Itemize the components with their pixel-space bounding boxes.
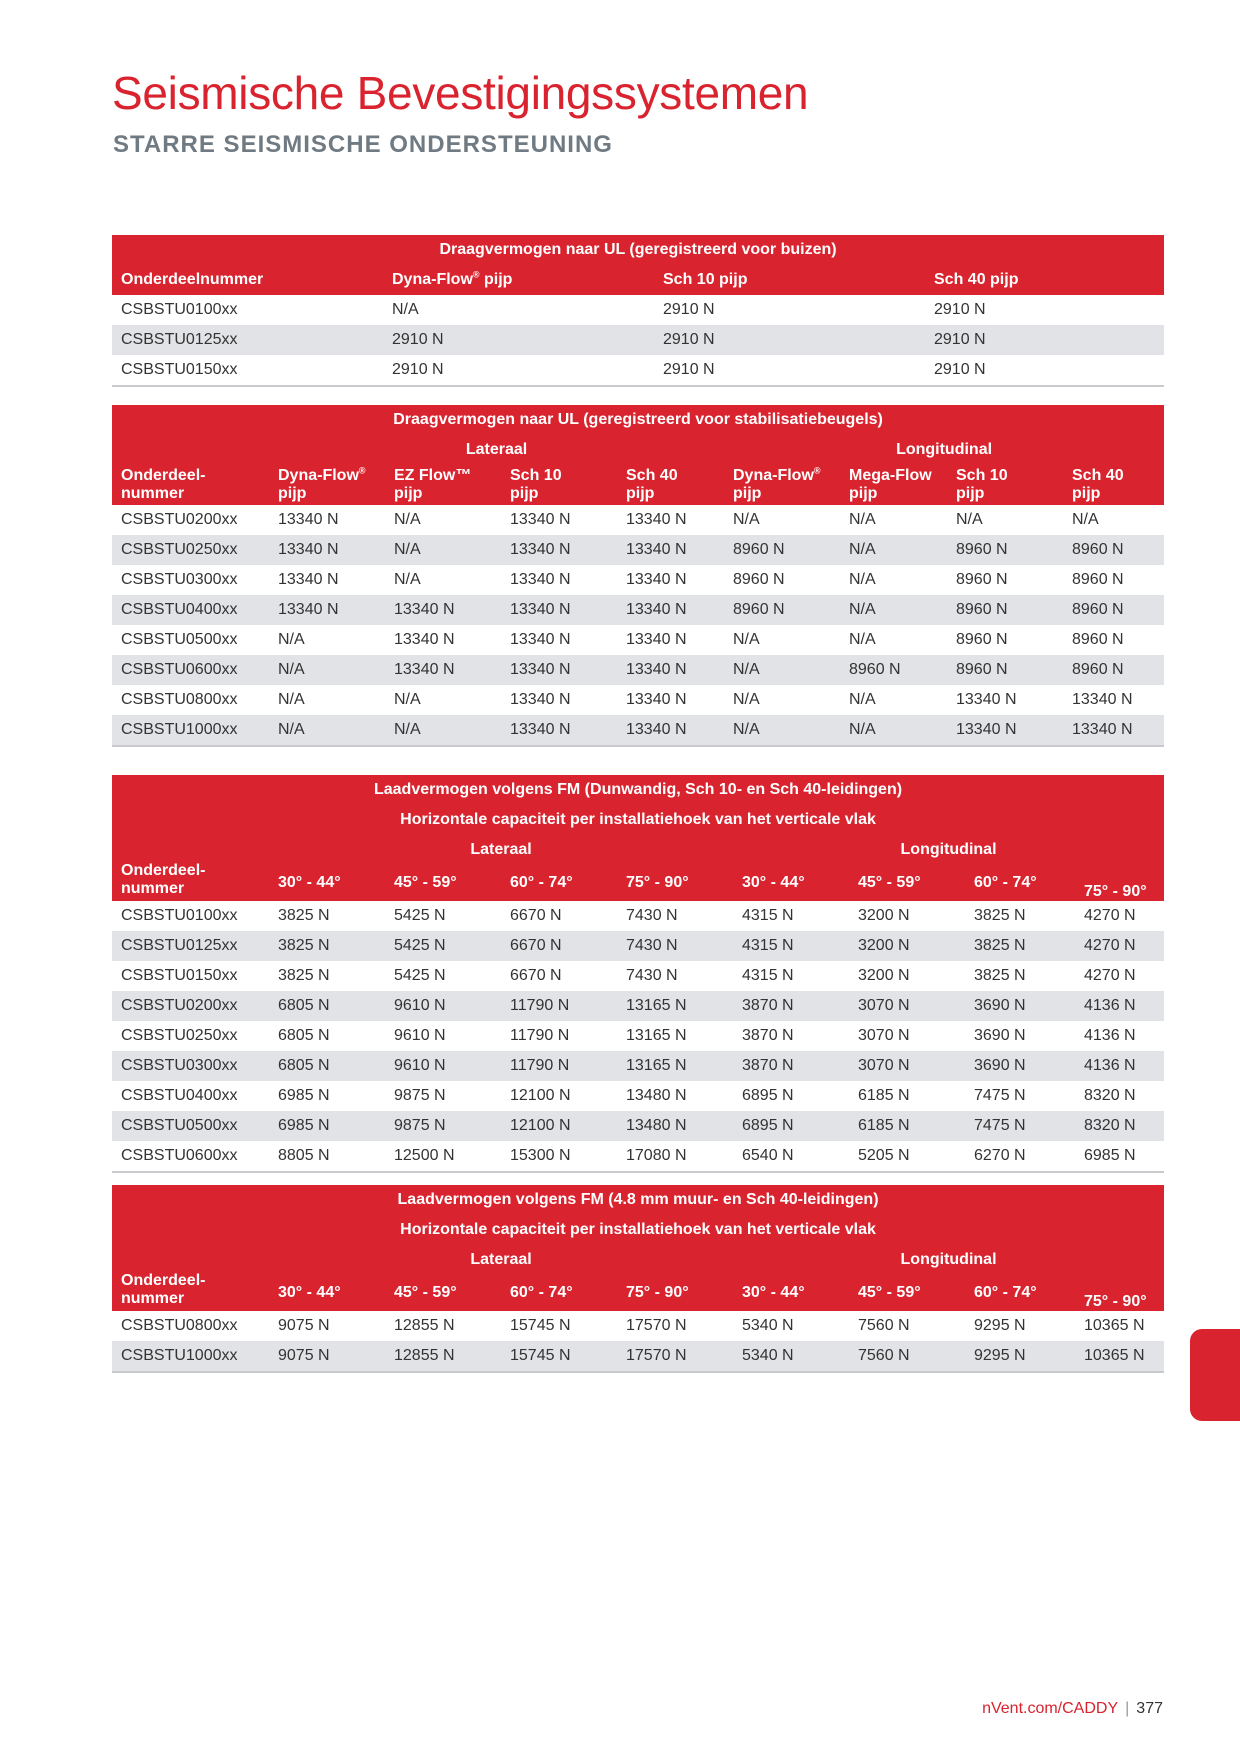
value-cell: 8960 N (947, 655, 1063, 685)
value-cell: 12100 N (510, 1087, 571, 1104)
value-cell: N/A (840, 535, 947, 565)
value-cell: N/A (733, 511, 760, 528)
value-cell: 3870 N (733, 991, 849, 1021)
table-row (112, 295, 1164, 325)
column-header-part-number: Onderdeel- nummer (112, 835, 269, 901)
value-cell: 4270 N (1075, 931, 1164, 961)
value-cell: N/A (392, 301, 419, 318)
value-cell: 5340 N (733, 1341, 849, 1372)
value-cell: 8960 N (956, 631, 1008, 648)
value-cell: 8960 N (1063, 535, 1164, 565)
value-cell: 3200 N (849, 931, 965, 961)
table-row (112, 1141, 1164, 1172)
table-row (112, 961, 1164, 991)
value-cell: 7475 N (974, 1087, 1026, 1104)
value-cell: 13340 N (947, 715, 1063, 746)
value-cell: 3200 N (858, 967, 910, 984)
value-cell: 6985 N (278, 1087, 330, 1104)
value-cell: 13340 N (385, 655, 501, 685)
value-cell: 13340 N (626, 571, 687, 588)
value-cell: 6985 N (269, 1111, 385, 1141)
part-number-cell: CSBSTU0300xx (121, 571, 238, 588)
value-cell: N/A (733, 691, 760, 708)
value-cell: 8320 N (1075, 1111, 1164, 1141)
value-cell: 3825 N (278, 907, 330, 924)
page-title: Seismische Bevestigingssystemen (112, 67, 809, 119)
value-cell: 13165 N (617, 1051, 733, 1081)
value-cell: 2910 N (934, 301, 986, 318)
value-cell: N/A (840, 715, 947, 746)
table-row (112, 685, 1164, 715)
value-cell: 3825 N (269, 931, 385, 961)
value-cell: 2910 N (383, 325, 654, 355)
angle-header: 60° - 74° (965, 865, 1075, 901)
column-header: Mega-Flow pijp (840, 465, 947, 505)
angle-header: 60° - 74° (501, 1275, 617, 1311)
ul-pipe-capacity-table (112, 235, 1164, 387)
value-cell: 15300 N (501, 1141, 617, 1172)
value-cell: 6895 N (742, 1087, 794, 1104)
value-cell: 3825 N (974, 967, 1026, 984)
value-cell: 10365 N (1075, 1341, 1164, 1372)
value-cell: 13340 N (510, 691, 571, 708)
table-row (112, 1111, 1164, 1141)
value-cell: N/A (849, 691, 876, 708)
value-cell: 6670 N (501, 931, 617, 961)
value-cell: 6805 N (269, 991, 385, 1021)
part-number-cell: CSBSTU0500xx (112, 1111, 269, 1141)
table-row (112, 1311, 1164, 1341)
section-tab (1190, 1329, 1240, 1421)
value-cell: 13340 N (385, 595, 501, 625)
page-footer (982, 1700, 1163, 1718)
value-cell: 12855 N (385, 1341, 501, 1372)
value-cell: 8960 N (947, 535, 1063, 565)
ul-brace-capacity-table (112, 405, 1164, 747)
part-number-cell: CSBSTU0150xx (121, 967, 238, 984)
part-number-cell: CSBSTU1000xx (112, 1341, 269, 1372)
column-header-part-number: Onderdeel- nummer (112, 1245, 269, 1311)
table-row (112, 1341, 1164, 1372)
value-cell: 12855 N (394, 1317, 455, 1334)
value-cell: 3825 N (278, 967, 330, 984)
value-cell: 4270 N (1084, 907, 1136, 924)
value-cell: 13340 N (510, 511, 571, 528)
value-cell: 13340 N (956, 691, 1017, 708)
value-cell: 13340 N (269, 595, 385, 625)
part-number-cell: CSBSTU1000xx (112, 715, 269, 746)
value-cell: 8320 N (1084, 1087, 1136, 1104)
value-cell: 3200 N (858, 907, 910, 924)
value-cell: 17570 N (626, 1317, 687, 1334)
angle-header: 45° - 59° (385, 1275, 501, 1311)
table-row (112, 505, 1164, 535)
part-number-cell: CSBSTU0125xx (112, 931, 269, 961)
table-row (112, 1051, 1164, 1081)
value-cell: 9295 N (965, 1341, 1075, 1372)
value-cell: 11790 N (501, 1051, 617, 1081)
value-cell: 13480 N (626, 1087, 687, 1104)
value-cell: 2910 N (925, 355, 1164, 386)
value-cell: 3825 N (974, 907, 1026, 924)
value-cell: 6805 N (278, 1027, 330, 1044)
column-header: Onderdeelnummer (112, 265, 383, 295)
value-cell: N/A (278, 691, 305, 708)
part-number-cell: CSBSTU0200xx (121, 511, 238, 528)
value-cell: N/A (278, 631, 305, 648)
value-cell: 8960 N (1072, 571, 1124, 588)
value-cell: 8960 N (840, 655, 947, 685)
angle-header: 30° - 44° (269, 865, 385, 901)
group-header-lateral: Lateraal (269, 1245, 733, 1275)
value-cell: N/A (1072, 511, 1099, 528)
value-cell: 9295 N (974, 1317, 1026, 1334)
part-number-cell: CSBSTU0400xx (112, 595, 269, 625)
value-cell: 13340 N (501, 595, 617, 625)
table-title: Draagvermogen naar UL (geregistreerd voor buizen) (112, 235, 1164, 265)
part-number-cell: CSBSTU0400xx (121, 1087, 238, 1104)
column-header: Dyna-Flow® pijp (383, 265, 654, 295)
footer-site: nVent.com/CADDY (982, 1700, 1119, 1717)
part-number-cell: CSBSTU0800xx (121, 691, 238, 708)
value-cell: 13480 N (617, 1111, 733, 1141)
value-cell: 15745 N (510, 1317, 571, 1334)
value-cell: N/A (394, 511, 421, 528)
value-cell: 4136 N (1075, 1051, 1164, 1081)
value-cell: 7430 N (626, 907, 678, 924)
value-cell: N/A (733, 631, 760, 648)
value-cell: N/A (385, 535, 501, 565)
value-cell: 13340 N (617, 655, 724, 685)
value-cell: 8960 N (947, 595, 1063, 625)
column-header: EZ Flow™ pijp (385, 465, 501, 505)
value-cell: N/A (849, 571, 876, 588)
value-cell: 7475 N (965, 1111, 1075, 1141)
value-cell: 8960 N (733, 571, 785, 588)
angle-header: 45° - 59° (385, 865, 501, 901)
table-row (112, 901, 1164, 931)
value-cell: 8960 N (1072, 631, 1124, 648)
part-number-cell: CSBSTU0800xx (121, 1317, 238, 1334)
angle-header: 45° - 59° (849, 865, 965, 901)
value-cell: 5425 N (385, 931, 501, 961)
page-subtitle: STARRE SEISMISCHE ONDERSTEUNING (113, 131, 613, 158)
column-header: Sch 10 pijp (654, 265, 925, 295)
column-header: Dyna-Flow® pijp (269, 465, 385, 505)
value-cell: 13340 N (626, 511, 687, 528)
table-row (112, 931, 1164, 961)
value-cell: 12500 N (385, 1141, 501, 1172)
angle-header: 30° - 44° (733, 1275, 849, 1311)
value-cell: 8805 N (269, 1141, 385, 1172)
value-cell: 7430 N (626, 967, 678, 984)
group-header-longitudinal: Longitudinal (733, 1245, 1164, 1275)
group-header-lateral: Lateraal (269, 435, 724, 465)
value-cell: 2910 N (654, 355, 925, 386)
angle-header: 30° - 44° (269, 1275, 385, 1311)
value-cell: 6185 N (858, 1087, 910, 1104)
group-header-longitudinal: Longitudinal (733, 835, 1164, 865)
table-row (112, 715, 1164, 746)
angle-header: 75° - 90° (617, 1275, 733, 1311)
value-cell: 8960 N (1063, 655, 1164, 685)
table-row (112, 655, 1164, 685)
value-cell: 13340 N (501, 715, 617, 746)
value-cell: 13340 N (617, 535, 724, 565)
value-cell: 15745 N (501, 1341, 617, 1372)
column-header: Onderdeel- nummer (112, 465, 269, 505)
value-cell: 13340 N (278, 511, 339, 528)
value-cell: 11790 N (501, 991, 617, 1021)
value-cell: 4315 N (742, 967, 794, 984)
value-cell: 6270 N (965, 1141, 1075, 1172)
value-cell: N/A (269, 715, 385, 746)
value-cell: 9075 N (269, 1341, 385, 1372)
part-number-cell: CSBSTU0250xx (121, 1027, 238, 1044)
value-cell: 13340 N (501, 655, 617, 685)
value-cell: N/A (956, 511, 983, 528)
value-cell: 9875 N (394, 1087, 446, 1104)
column-header: Sch 40 pijp (1063, 465, 1164, 505)
value-cell: 13340 N (510, 571, 571, 588)
value-cell: 9610 N (385, 1051, 501, 1081)
value-cell: 13165 N (626, 1027, 687, 1044)
part-number-cell: CSBSTU0100xx (121, 301, 238, 318)
group-header-lateral: Lateraal (269, 835, 733, 865)
value-cell: 4270 N (1084, 967, 1136, 984)
value-cell: 8960 N (1063, 595, 1164, 625)
value-cell: N/A (394, 691, 421, 708)
table-subtitle: Horizontale capaciteit per installatiehoek van het verticale vlak (112, 805, 1164, 835)
value-cell: N/A (385, 715, 501, 746)
group-header-longitudinal: Longitudinal (724, 435, 1164, 465)
angle-header: 60° - 74° (501, 865, 617, 901)
value-cell: 9075 N (278, 1317, 330, 1334)
value-cell: N/A (724, 655, 840, 685)
value-cell: 13340 N (510, 631, 571, 648)
part-number-cell: CSBSTU0500xx (121, 631, 238, 648)
value-cell: 2910 N (654, 325, 925, 355)
value-cell: 3070 N (858, 1027, 910, 1044)
angle-header: 30° - 44° (733, 865, 849, 901)
value-cell: 6540 N (733, 1141, 849, 1172)
angle-header: 75° - 90° (1075, 865, 1164, 901)
value-cell: N/A (849, 511, 876, 528)
value-cell: 6895 N (733, 1111, 849, 1141)
value-cell: N/A (849, 631, 876, 648)
value-cell: 13340 N (617, 595, 724, 625)
value-cell: 3070 N (849, 991, 965, 1021)
value-cell: 3825 N (965, 931, 1075, 961)
value-cell: 3070 N (849, 1051, 965, 1081)
value-cell: 7430 N (617, 931, 733, 961)
value-cell: 13340 N (617, 715, 724, 746)
value-cell: 4136 N (1075, 991, 1164, 1021)
value-cell: N/A (724, 715, 840, 746)
value-cell: 9610 N (394, 1027, 446, 1044)
page-number: 377 (1136, 1700, 1163, 1717)
table-subtitle: Horizontale capaciteit per installatiehoek van het verticale vlak (112, 1215, 1164, 1245)
angle-header: 60° - 74° (965, 1275, 1075, 1311)
value-cell: 8960 N (956, 571, 1008, 588)
table-title: Laadvermogen volgens FM (Dunwandig, Sch 10- en Sch 40-leidingen) (112, 775, 1164, 805)
value-cell: 4315 N (742, 907, 794, 924)
value-cell: 5205 N (849, 1141, 965, 1172)
value-cell: 7560 N (849, 1341, 965, 1372)
table-row (112, 625, 1164, 655)
column-header: Sch 10 pijp (947, 465, 1063, 505)
table-row (112, 991, 1164, 1021)
table-title: Laadvermogen volgens FM (4.8 mm muur- en Sch 40-leidingen) (112, 1185, 1164, 1215)
value-cell: 12100 N (501, 1111, 617, 1141)
table-row (112, 535, 1164, 565)
value-cell: 9875 N (385, 1111, 501, 1141)
column-header: Sch 40 pijp (925, 265, 1164, 295)
value-cell: 8960 N (724, 535, 840, 565)
value-cell: 13340 N (626, 631, 687, 648)
value-cell: 2910 N (925, 325, 1164, 355)
value-cell: 17570 N (617, 1341, 733, 1372)
value-cell: N/A (394, 571, 421, 588)
table-row (112, 1021, 1164, 1051)
value-cell: 3870 N (733, 1051, 849, 1081)
value-cell: 13340 N (1072, 691, 1133, 708)
value-cell: 7560 N (858, 1317, 910, 1334)
value-cell: N/A (269, 655, 385, 685)
angle-header: 75° - 90° (617, 865, 733, 901)
value-cell: 6670 N (510, 907, 562, 924)
value-cell: 4136 N (1084, 1027, 1136, 1044)
table-title: Draagvermogen naar UL (geregistreerd voor stabilisatiebeugels) (112, 405, 1164, 435)
table-row (112, 325, 1164, 355)
part-number-cell: CSBSTU0200xx (112, 991, 269, 1021)
value-cell: 5425 N (394, 967, 446, 984)
footer-separator: | (1125, 1700, 1130, 1717)
part-number-cell: CSBSTU0300xx (112, 1051, 269, 1081)
part-number-cell: CSBSTU0150xx (112, 355, 383, 386)
value-cell: 2910 N (663, 301, 715, 318)
part-number-cell: CSBSTU0250xx (112, 535, 269, 565)
value-cell: 6185 N (849, 1111, 965, 1141)
value-cell: 6670 N (510, 967, 562, 984)
angle-header: 45° - 59° (849, 1275, 965, 1311)
value-cell: 11790 N (510, 1027, 570, 1044)
value-cell: 5425 N (394, 907, 446, 924)
part-number-cell: CSBSTU0600xx (112, 1141, 269, 1172)
angle-header: 75° - 90° (1075, 1275, 1164, 1311)
value-cell: 17080 N (617, 1141, 733, 1172)
column-header: Dyna-Flow® pijp (724, 465, 840, 505)
value-cell: 2910 N (383, 355, 654, 386)
part-number-cell: CSBSTU0125xx (112, 325, 383, 355)
value-cell: 5340 N (742, 1317, 794, 1334)
value-cell: 3690 N (965, 991, 1075, 1021)
value-cell: 13340 N (394, 631, 455, 648)
table-row (112, 1081, 1164, 1111)
value-cell: 6805 N (269, 1051, 385, 1081)
value-cell: 3690 N (974, 1027, 1026, 1044)
value-cell: 6985 N (1075, 1141, 1164, 1172)
value-cell: 10365 N (1084, 1317, 1145, 1334)
value-cell: 3690 N (965, 1051, 1075, 1081)
part-number-cell: CSBSTU0100xx (121, 907, 238, 924)
value-cell: 8960 N (724, 595, 840, 625)
table-row (112, 355, 1164, 386)
table-row (112, 565, 1164, 595)
part-number-cell: CSBSTU0600xx (112, 655, 269, 685)
fm-thinwall-capacity-table (112, 775, 1164, 1173)
value-cell: 4315 N (733, 931, 849, 961)
value-cell: 13340 N (501, 535, 617, 565)
value-cell: 13340 N (1063, 715, 1164, 746)
value-cell: 13340 N (626, 691, 687, 708)
value-cell: 13340 N (278, 571, 339, 588)
value-cell: 3870 N (742, 1027, 794, 1044)
value-cell: 13340 N (269, 535, 385, 565)
value-cell: 13165 N (617, 991, 733, 1021)
fm-48mm-capacity-table (112, 1185, 1164, 1373)
table-row (112, 595, 1164, 625)
column-header: Sch 10 pijp (501, 465, 617, 505)
value-cell: N/A (840, 595, 947, 625)
column-header: Sch 40 pijp (617, 465, 724, 505)
value-cell: 9610 N (385, 991, 501, 1021)
